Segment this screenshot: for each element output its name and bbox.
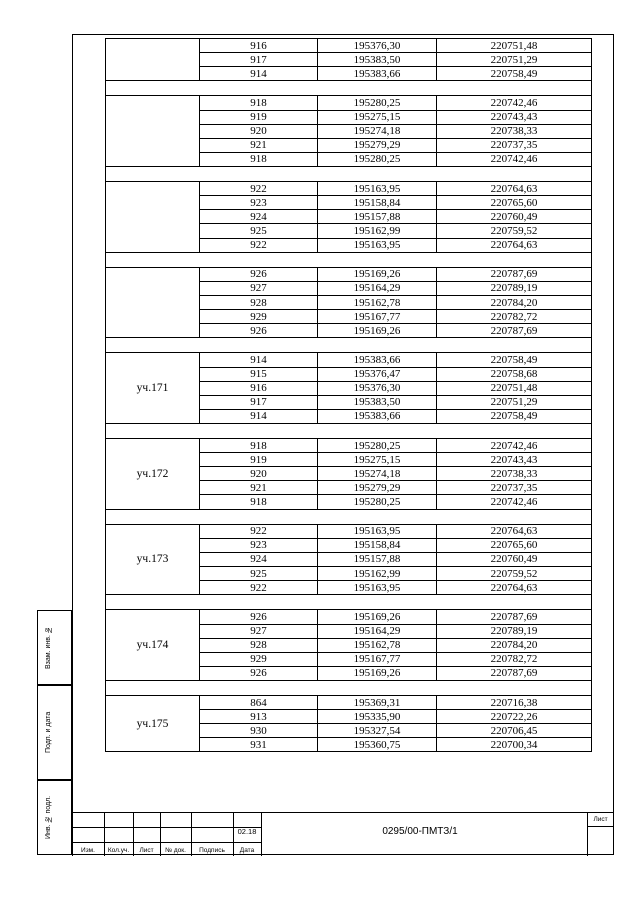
y-coordinate-cell: 220759,52 bbox=[437, 224, 592, 238]
point-number-cell: 925 bbox=[200, 567, 318, 581]
y-coordinate-cell: 220742,46 bbox=[437, 495, 592, 509]
table-row bbox=[106, 439, 592, 453]
point-number-cell: 917 bbox=[200, 395, 318, 409]
x-coordinate-cell: 195327,54 bbox=[318, 724, 437, 738]
x-coordinate-cell: 195279,29 bbox=[318, 481, 437, 495]
x-coordinate-cell: 195383,50 bbox=[318, 395, 437, 409]
x-coordinate-cell: 195167,77 bbox=[318, 310, 437, 324]
y-coordinate-cell: 220765,60 bbox=[437, 196, 592, 210]
section-separator-row bbox=[106, 166, 592, 181]
point-number-cell: 922 bbox=[200, 238, 318, 252]
section-separator-cell bbox=[106, 595, 592, 610]
point-number-cell: 922 bbox=[200, 581, 318, 595]
y-coordinate-cell: 220784,20 bbox=[437, 295, 592, 309]
point-number-cell: 929 bbox=[200, 310, 318, 324]
x-coordinate-cell: 195157,88 bbox=[318, 552, 437, 566]
point-number-cell: 925 bbox=[200, 224, 318, 238]
point-number-cell: 926 bbox=[200, 267, 318, 281]
y-coordinate-cell: 220789,19 bbox=[437, 281, 592, 295]
x-coordinate-cell: 195280,25 bbox=[318, 439, 437, 453]
y-coordinate-cell: 220782,72 bbox=[437, 310, 592, 324]
y-coordinate-cell: 220787,69 bbox=[437, 267, 592, 281]
x-coordinate-cell: 195274,18 bbox=[318, 467, 437, 481]
point-number-cell: 918 bbox=[200, 96, 318, 110]
point-number-cell: 914 bbox=[200, 67, 318, 81]
stamp-header-izm: Изм. bbox=[81, 847, 95, 854]
stamp-date-value: 02.18 bbox=[237, 827, 257, 836]
document-code: 0295/00-ПМТЗ/1 bbox=[382, 826, 458, 837]
table-row bbox=[106, 39, 592, 53]
section-separator-row bbox=[106, 595, 592, 610]
y-coordinate-cell: 220760,49 bbox=[437, 552, 592, 566]
side-label-podp-data: Подп. и дата bbox=[45, 711, 52, 754]
y-coordinate-cell: 220738,33 bbox=[437, 124, 592, 138]
x-coordinate-cell: 195369,31 bbox=[318, 696, 437, 710]
y-coordinate-cell: 220787,69 bbox=[437, 324, 592, 338]
x-coordinate-cell: 195376,30 bbox=[318, 39, 437, 53]
section-label: уч.173 bbox=[106, 524, 200, 594]
point-number-cell: 916 bbox=[200, 39, 318, 53]
point-number-cell: 915 bbox=[200, 367, 318, 381]
stamp-header-list: Лист bbox=[139, 847, 154, 854]
x-coordinate-cell: 195169,26 bbox=[318, 610, 437, 624]
y-coordinate-cell: 220764,63 bbox=[437, 238, 592, 252]
y-coordinate-cell: 220738,33 bbox=[437, 467, 592, 481]
x-coordinate-cell: 195162,78 bbox=[318, 295, 437, 309]
point-number-cell: 927 bbox=[200, 624, 318, 638]
point-number-cell: 924 bbox=[200, 210, 318, 224]
y-coordinate-cell: 220751,29 bbox=[437, 53, 592, 67]
section-label: уч.174 bbox=[106, 610, 200, 680]
section-separator-cell bbox=[106, 509, 592, 524]
x-coordinate-cell: 195279,29 bbox=[318, 138, 437, 152]
x-coordinate-cell: 195383,66 bbox=[318, 409, 437, 423]
y-coordinate-cell: 220758,49 bbox=[437, 353, 592, 367]
point-number-cell: 928 bbox=[200, 638, 318, 652]
section-separator-cell bbox=[106, 166, 592, 181]
section-separator-row bbox=[106, 423, 592, 438]
y-coordinate-cell: 220758,68 bbox=[437, 367, 592, 381]
x-coordinate-cell: 195164,29 bbox=[318, 281, 437, 295]
table-row bbox=[106, 96, 592, 110]
section-separator-cell bbox=[106, 338, 592, 353]
x-coordinate-cell: 195376,47 bbox=[318, 367, 437, 381]
x-coordinate-cell: 195169,26 bbox=[318, 324, 437, 338]
x-coordinate-cell: 195280,25 bbox=[318, 152, 437, 166]
point-number-cell: 927 bbox=[200, 281, 318, 295]
x-coordinate-cell: 195163,95 bbox=[318, 182, 437, 196]
point-number-cell: 920 bbox=[200, 124, 318, 138]
y-coordinate-cell: 220706,45 bbox=[437, 724, 592, 738]
x-coordinate-cell: 195275,15 bbox=[318, 453, 437, 467]
table-row bbox=[106, 610, 592, 624]
table-row bbox=[106, 353, 592, 367]
section-separator-row bbox=[106, 509, 592, 524]
section-label: уч.171 bbox=[106, 353, 200, 423]
y-coordinate-cell: 220737,35 bbox=[437, 481, 592, 495]
point-number-cell: 918 bbox=[200, 495, 318, 509]
point-number-cell: 921 bbox=[200, 481, 318, 495]
y-coordinate-cell: 220782,72 bbox=[437, 652, 592, 666]
y-coordinate-cell: 220742,46 bbox=[437, 96, 592, 110]
y-coordinate-cell: 220758,49 bbox=[437, 67, 592, 81]
x-coordinate-cell: 195274,18 bbox=[318, 124, 437, 138]
y-coordinate-cell: 220742,46 bbox=[437, 439, 592, 453]
y-coordinate-cell: 220787,69 bbox=[437, 666, 592, 680]
x-coordinate-cell: 195163,95 bbox=[318, 524, 437, 538]
point-number-cell: 929 bbox=[200, 652, 318, 666]
point-number-cell: 922 bbox=[200, 524, 318, 538]
x-coordinate-cell: 195360,75 bbox=[318, 738, 437, 752]
y-coordinate-cell: 220759,52 bbox=[437, 567, 592, 581]
table-row bbox=[106, 696, 592, 710]
x-coordinate-cell: 195162,99 bbox=[318, 567, 437, 581]
stamp-row-line bbox=[587, 826, 614, 827]
section-label bbox=[106, 267, 200, 337]
point-number-cell: 928 bbox=[200, 295, 318, 309]
y-coordinate-cell: 220784,20 bbox=[437, 638, 592, 652]
point-number-cell: 919 bbox=[200, 110, 318, 124]
y-coordinate-cell: 220764,63 bbox=[437, 581, 592, 595]
y-coordinate-cell: 220751,48 bbox=[437, 381, 592, 395]
y-coordinate-cell: 220758,49 bbox=[437, 409, 592, 423]
y-coordinate-cell: 220742,46 bbox=[437, 152, 592, 166]
point-number-cell: 918 bbox=[200, 152, 318, 166]
coordinates-table bbox=[105, 38, 592, 752]
point-number-cell: 926 bbox=[200, 666, 318, 680]
section-label: уч.175 bbox=[106, 696, 200, 752]
point-number-cell: 923 bbox=[200, 196, 318, 210]
x-coordinate-cell: 195280,25 bbox=[318, 96, 437, 110]
point-number-cell: 923 bbox=[200, 538, 318, 552]
point-number-cell: 917 bbox=[200, 53, 318, 67]
section-separator-row bbox=[106, 338, 592, 353]
x-coordinate-cell: 195163,95 bbox=[318, 581, 437, 595]
x-coordinate-cell: 195162,78 bbox=[318, 638, 437, 652]
point-number-cell: 864 bbox=[200, 696, 318, 710]
table-row bbox=[106, 182, 592, 196]
point-number-cell: 931 bbox=[200, 738, 318, 752]
point-number-cell: 926 bbox=[200, 610, 318, 624]
x-coordinate-cell: 195162,99 bbox=[318, 224, 437, 238]
x-coordinate-cell: 195383,50 bbox=[318, 53, 437, 67]
stamp-header-podpis: Подпись bbox=[199, 847, 225, 854]
x-coordinate-cell: 195383,66 bbox=[318, 67, 437, 81]
x-coordinate-cell: 195169,26 bbox=[318, 267, 437, 281]
point-number-cell: 913 bbox=[200, 710, 318, 724]
section-separator-row bbox=[106, 252, 592, 267]
y-coordinate-cell: 220716,38 bbox=[437, 696, 592, 710]
y-coordinate-cell: 220764,63 bbox=[437, 524, 592, 538]
section-label bbox=[106, 39, 200, 81]
point-number-cell: 914 bbox=[200, 409, 318, 423]
x-coordinate-cell: 195163,95 bbox=[318, 238, 437, 252]
table-row bbox=[106, 524, 592, 538]
y-coordinate-cell: 220751,29 bbox=[437, 395, 592, 409]
section-label bbox=[106, 96, 200, 166]
x-coordinate-cell: 195335,90 bbox=[318, 710, 437, 724]
y-coordinate-cell: 220700,34 bbox=[437, 738, 592, 752]
section-separator-cell bbox=[106, 81, 592, 96]
point-number-cell: 924 bbox=[200, 552, 318, 566]
x-coordinate-cell: 195383,66 bbox=[318, 353, 437, 367]
stamp-header-kol-uch: Кол.уч. bbox=[107, 847, 130, 854]
point-number-cell: 914 bbox=[200, 353, 318, 367]
x-coordinate-cell: 195280,25 bbox=[318, 495, 437, 509]
section-separator-cell bbox=[106, 423, 592, 438]
y-coordinate-cell: 220789,19 bbox=[437, 624, 592, 638]
section-separator-row bbox=[106, 680, 592, 695]
x-coordinate-cell: 195167,77 bbox=[318, 652, 437, 666]
y-coordinate-cell: 220751,48 bbox=[437, 39, 592, 53]
point-number-cell: 919 bbox=[200, 453, 318, 467]
y-coordinate-cell: 220722,26 bbox=[437, 710, 592, 724]
point-number-cell: 922 bbox=[200, 182, 318, 196]
section-label bbox=[106, 182, 200, 252]
x-coordinate-cell: 195376,30 bbox=[318, 381, 437, 395]
y-coordinate-cell: 220743,43 bbox=[437, 110, 592, 124]
point-number-cell: 920 bbox=[200, 467, 318, 481]
stamp-row-line bbox=[72, 842, 261, 843]
section-separator-row bbox=[106, 81, 592, 96]
y-coordinate-cell: 220743,43 bbox=[437, 453, 592, 467]
point-number-cell: 918 bbox=[200, 439, 318, 453]
table-row bbox=[106, 267, 592, 281]
y-coordinate-cell: 220787,69 bbox=[437, 610, 592, 624]
stamp-header-n-dok: № док. bbox=[165, 847, 186, 854]
stamp-header-data: Дата bbox=[239, 847, 255, 854]
x-coordinate-cell: 195275,15 bbox=[318, 110, 437, 124]
section-label: уч.172 bbox=[106, 439, 200, 509]
side-label-vzam-inv: Взам. инв. № bbox=[45, 626, 52, 669]
side-label-inv-podl: Инв. № подл. bbox=[45, 795, 52, 840]
x-coordinate-cell: 195157,88 bbox=[318, 210, 437, 224]
section-separator-cell bbox=[106, 252, 592, 267]
point-number-cell: 916 bbox=[200, 381, 318, 395]
x-coordinate-cell: 195158,84 bbox=[318, 538, 437, 552]
point-number-cell: 921 bbox=[200, 138, 318, 152]
y-coordinate-cell: 220764,63 bbox=[437, 182, 592, 196]
y-coordinate-cell: 220737,35 bbox=[437, 138, 592, 152]
section-separator-cell bbox=[106, 680, 592, 695]
x-coordinate-cell: 195164,29 bbox=[318, 624, 437, 638]
title-block bbox=[72, 812, 614, 856]
y-coordinate-cell: 220760,49 bbox=[437, 210, 592, 224]
point-number-cell: 930 bbox=[200, 724, 318, 738]
x-coordinate-cell: 195169,26 bbox=[318, 666, 437, 680]
point-number-cell: 926 bbox=[200, 324, 318, 338]
sheet-label: Лист bbox=[593, 816, 608, 823]
y-coordinate-cell: 220765,60 bbox=[437, 538, 592, 552]
x-coordinate-cell: 195158,84 bbox=[318, 196, 437, 210]
